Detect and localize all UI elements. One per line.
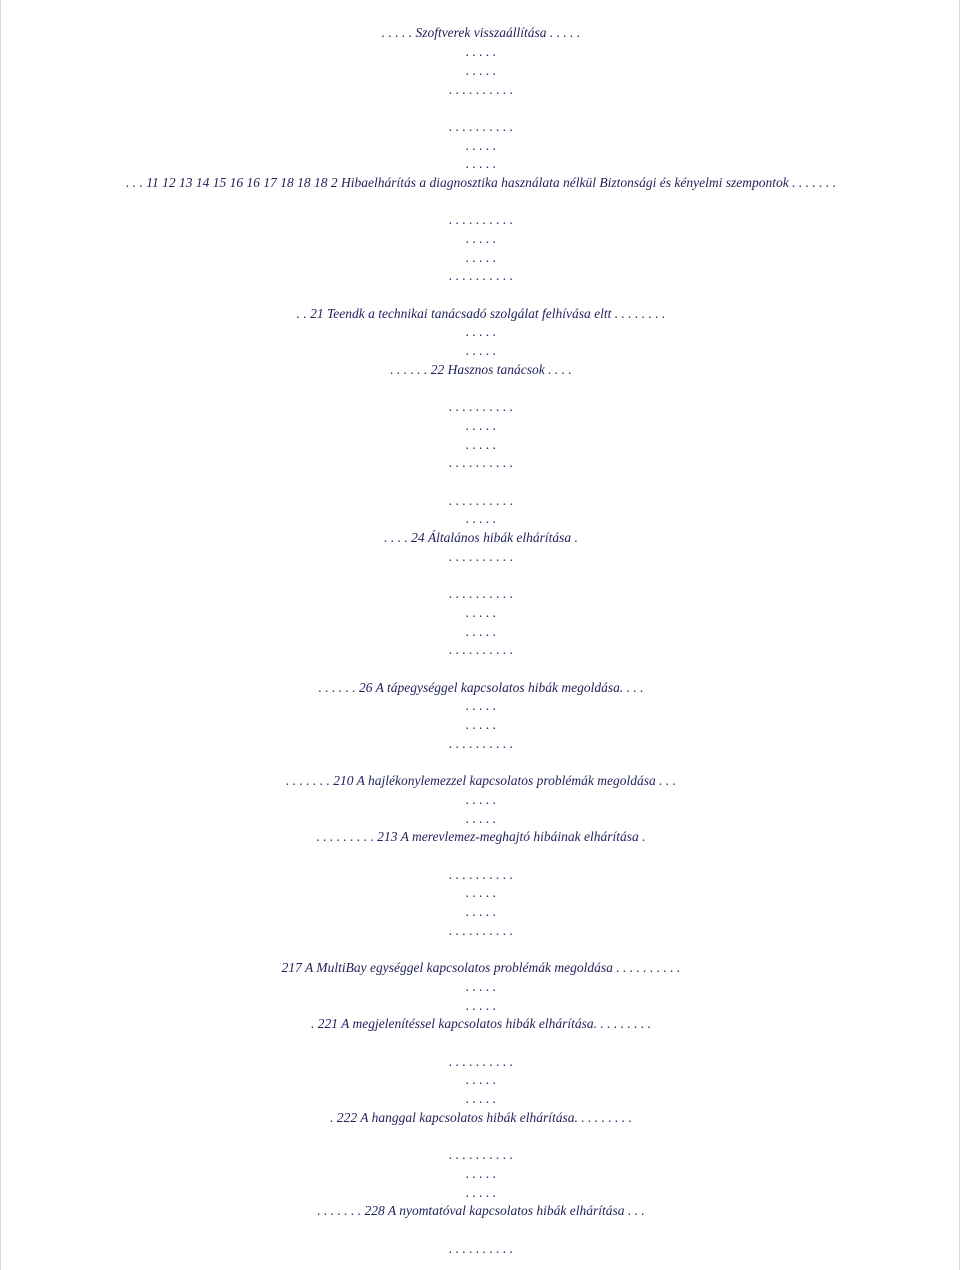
toc-line: . . . . . Szoftverek visszaállítása . . . . . (381, 25, 581, 40)
toc-line: . . . . . . . . . . (448, 867, 514, 882)
toc-line: . . . . . . . 210 A hajlékonylemezzel kapcsolatos problémák megoldása . . . (285, 773, 677, 788)
toc-line: . . . . . . . . . . (448, 642, 514, 657)
toc-line: . . . . . . . . . . (448, 119, 514, 134)
toc-line: . . . . . (465, 1072, 497, 1087)
toc-line: . . . . . (465, 138, 497, 153)
toc-line: . . . . . . . 228 A nyomtatóval kapcsolatos hibák elhárítása . . . (317, 1203, 645, 1218)
toc-line: . . . . . . . . . . (448, 399, 514, 414)
toc-line: . . . . . . . . . 213 A merevlemez-meghajtó hibáinak elhárítása . (316, 829, 646, 844)
toc-line: . . . . . (465, 624, 497, 639)
toc-line: . . . . . (465, 437, 497, 452)
toc-line: . . . . . . . . . . (448, 455, 514, 470)
toc-line: . . . . . . . . . . (448, 493, 514, 508)
toc-line: . . . . . (465, 717, 497, 732)
toc-line: . . . . . . . . . . (448, 549, 514, 564)
toc-line: . . . 11 12 13 14 15 16 16 17 18 18 18 2 Hibaelhárítás a diagnosztika használata nélkül Biztonsági és kényelmi szempontok . . . . . . . (126, 175, 836, 190)
toc-line: . . . . 24 Általános hibák elhárítása . (384, 530, 578, 545)
toc-line: . . . . . (465, 885, 497, 900)
toc-line: . . . . . . . . . . (448, 82, 514, 97)
toc-line: . . . . . (465, 792, 497, 807)
toc-line: . . . . . . . . . . (448, 212, 514, 227)
toc-line: . . . . . . . . . . (448, 1147, 514, 1162)
toc-line: . . . . . (465, 343, 497, 358)
toc-line: . . 21 Teendk a technikai tanácsadó szolgálat felhívása eltt . . . . . . . . (296, 306, 666, 321)
toc-line: . . . . . (465, 979, 497, 994)
toc-line: . . . . . (465, 44, 497, 59)
toc-line: . . . . . (465, 698, 497, 713)
toc-line: . . . . . . . . . . (448, 268, 514, 283)
toc-line: 217 A MultiBay egységgel kapcsolatos problémák megoldása . . . . . . . . . . (281, 960, 681, 975)
toc-line: . . . . . (465, 418, 497, 433)
toc-line: . . . . . (465, 904, 497, 919)
toc-line: . . . . . (465, 1091, 497, 1106)
toc-line: . . . . . (465, 156, 497, 171)
toc-line: . . . . . (465, 231, 497, 246)
toc-line: . . . . . (465, 1185, 497, 1200)
toc-line: . . . . . (465, 511, 497, 526)
toc-line: . 221 A megjelenítéssel kapcsolatos hibák elhárítása. . . . . . . . . (311, 1016, 651, 1031)
toc-line: . . . . . (465, 1166, 497, 1181)
toc-line: . . . . . . . . . . (448, 586, 514, 601)
toc-line: . . . . . . . . . . (448, 736, 514, 751)
toc-line: . 222 A hanggal kapcsolatos hibák elhárítása. . . . . . . . . (330, 1110, 632, 1125)
toc-line: . . . . . (465, 324, 497, 339)
toc-line: . . . . . (465, 63, 497, 78)
toc-line: . . . . . . . . . . (448, 1241, 514, 1256)
toc-line: . . . . . (465, 250, 497, 265)
toc-line: . . . . . (465, 811, 497, 826)
toc-line: . . . . . (465, 605, 497, 620)
toc-line: . . . . . . 22 Hasznos tanácsok . . . . (390, 362, 572, 377)
toc-line: . . . . . . . . . . (448, 923, 514, 938)
toc-line: . . . . . (465, 998, 497, 1013)
toc-line: . . . . . . 26 A tápegységgel kapcsolatos hibák megoldása. . . . (318, 680, 644, 695)
toc-line: . . . . . . . . . . (448, 1054, 514, 1069)
